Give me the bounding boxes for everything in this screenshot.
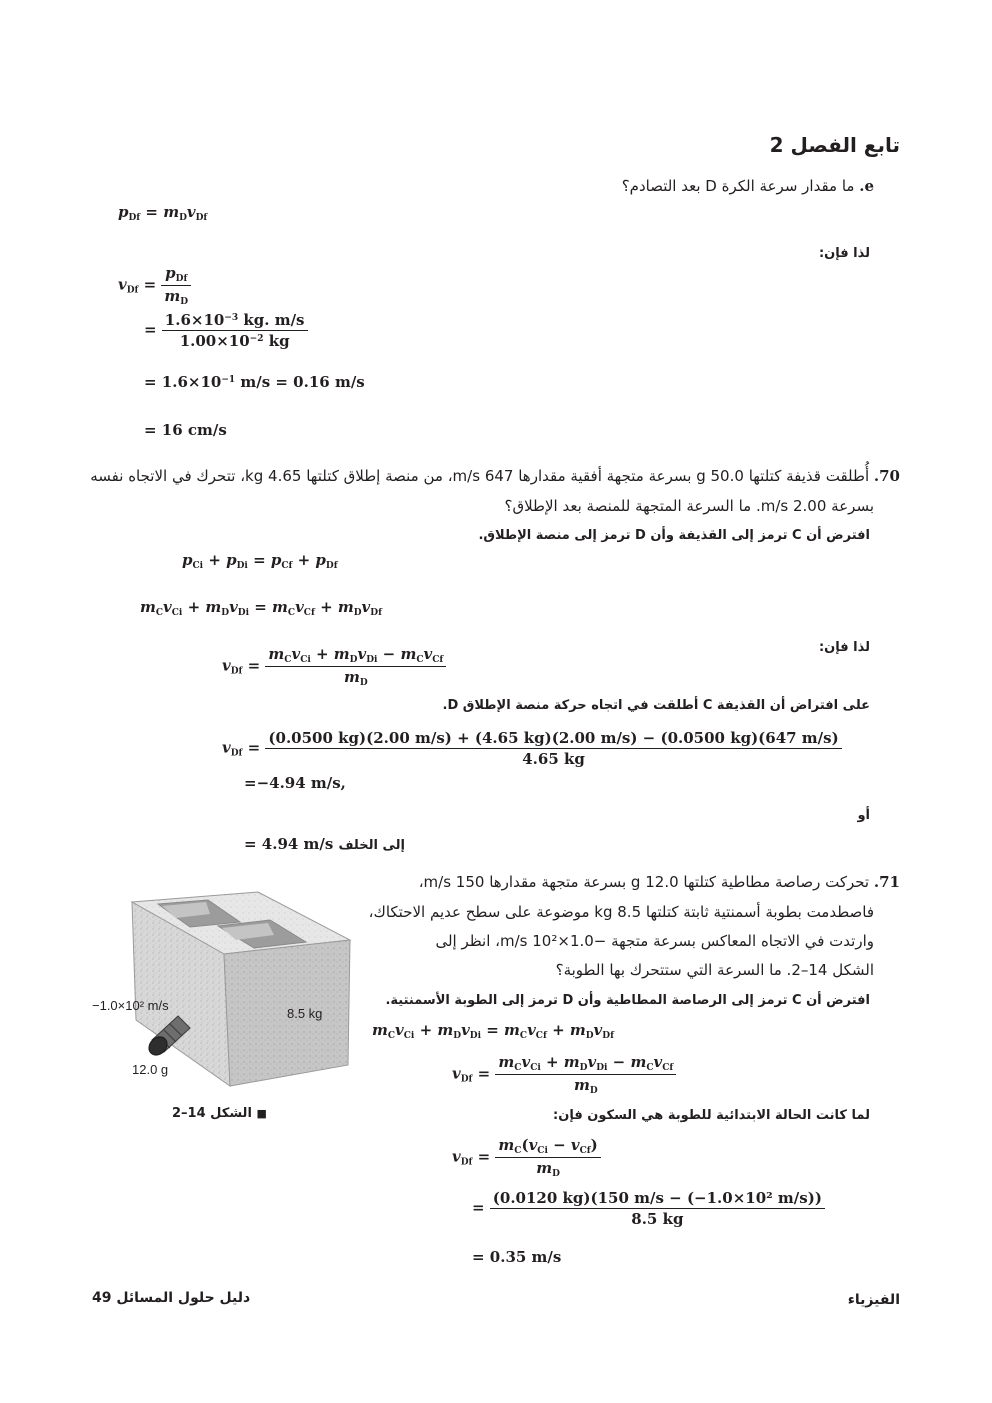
question-e <box>622 177 874 195</box>
equation-70-solved: $v_{Df}$ = $\frac{m_Cv_{Ci} + m_Dv_{Di} - m_Cv_{Cf}}{m_D}$ <box>222 645 446 688</box>
problem-70-number: 70. <box>873 467 900 485</box>
problem-71-line4: الشكل 14–2. ما السرعة التي ستتحرك بها الطوبة؟ <box>555 961 874 979</box>
problem-71-text-1: تحركت رصاصة مطاطية كتلتها 12.0 g بسرعة متجهة مقدارها 150 m/s، <box>418 873 870 891</box>
caption-marker-icon: ■ <box>256 1107 267 1120</box>
problem-71-rest-note: لما كانت الحالة الابتدائية للطوبة هي السكون فإن: <box>553 1108 870 1123</box>
footer-guide <box>92 1290 250 1306</box>
equation-71-mv: $m_Cv_{Ci} + m_Dv_{Di} = m_Cv_{Cf} + m_Dv_{Df}$ <box>372 1021 614 1041</box>
problem-70-text-1: أُطلقت قذيفة كتلتها 50.0 g بسرعة متجهة أفقية مقدارها 647 m/s، من منصة إطلاق كتلتها 4.65 kg، تتحرك في الاتجاه نفسه <box>90 467 870 485</box>
question-e-text: ما مقدار سرعة الكرة D بعد التصادم؟ <box>621 177 855 195</box>
equation-velocity-cm: = 16 cm/s <box>144 421 227 439</box>
brick-mass-label: 8.5 kg <box>287 1006 323 1021</box>
or-label: أو <box>857 808 870 823</box>
equation-70-result-backward <box>244 834 405 853</box>
equation-70-result-negative: =−4.94 m/s, <box>244 774 346 792</box>
equation-70-momentum: $p_{Ci} + p_{Di} = p_{Cf} + p_{Df}$ <box>182 551 338 571</box>
hence-label-e: لذا فإن: <box>818 246 870 261</box>
footer-subject: الفيزياء <box>847 1292 900 1308</box>
equation-velocity-substituted: = $\frac{1.6\times 10^{-3} kg. m/s}{1.00\times 10^{-2} kg}$ <box>144 311 308 350</box>
page-number: 49 <box>92 1290 112 1306</box>
problem-70-assumption: افترض أن C ترمز إلى القذيفة وأن D ترمز إلى منصة الإطلاق. <box>478 528 870 543</box>
problem-70-line1 <box>90 467 900 485</box>
footer-guide-text: دليل حلول المسائل <box>116 1290 251 1306</box>
problem-71-line1 <box>419 873 900 891</box>
equation-70-substituted: $v_{Df}$ = (0.0500 kg)(2.00 m/s) + (4.65 kg)(2.00 m/s) − (0.0500 kg)(647 m/s) 4.65 kg <box>222 729 842 768</box>
chapter-title: تابع الفصل 2 <box>769 133 900 157</box>
problem-70-direction-note: على افتراض أن القذيفة C أطلقت في اتجاه حركة منصة الإطلاق D. <box>442 698 870 713</box>
velocity-label: −1.0×10² m/s <box>92 998 169 1013</box>
result-70-value: = 4.94 m/s <box>244 835 334 853</box>
equation-71-simplified: $v_{Df}$ = $\frac{m_C(v_{Ci} - v_{Cf})}{m_D}$ <box>452 1136 601 1179</box>
hence-label-70: لذا فإن: <box>818 640 870 655</box>
figure-caption <box>172 1106 267 1121</box>
problem-71-assumption: افترض أن C ترمز إلى الرصاصة المطاطية وأن D ترمز إلى الطوبة الأسمنتية. <box>385 993 870 1008</box>
result-70-direction: إلى الخلف <box>338 838 405 853</box>
caption-text: الشكل 14–2 <box>172 1106 252 1121</box>
question-e-marker: e. <box>859 177 874 195</box>
problem-71-line3: وارتدت في الاتجاه المعاكس بسرعة متجهة −1.0×10² m/s، انظر إلى <box>435 932 874 950</box>
problem-70-line2: بسرعة 2.00 m/s. ما السرعة المتجهة للمنصة بعد الإطلاق؟ <box>504 497 874 515</box>
equation-momentum-d: $p_{Df} = m_Dv_{Df}$ <box>118 203 208 223</box>
equation-velocity-result: = $1.6\times 10^{-1}$ m/s = 0.16 m/s <box>144 373 365 391</box>
equation-71-substituted: = $\frac{\text{(0.0120 kg)(150 m/s − (−1.0×10² m/s))}}{8.5 kg}$ <box>472 1189 825 1228</box>
equation-velocity-d: $v_{Df}$ = $\frac{p_{Df}}{m_D}$ <box>118 264 191 307</box>
equation-70-mv: $m_Cv_{Ci} + m_Dv_{Di} = m_Cv_{Cf} + m_Dv_{Df}$ <box>140 598 382 618</box>
problem-71-number: 71. <box>873 873 900 891</box>
equation-71-solved: $v_{Df}$ = $\frac{m_Cv_{Ci} + m_Dv_{Di} - m_Cv_{Cf}}{m_D}$ <box>452 1053 676 1096</box>
problem-71-line2: فاصطدمت بطوبة أسمنتية ثابتة كتلتها 8.5 kg موضوعة على سطح عديم الاحتكاك، <box>368 903 874 921</box>
bullet-mass-label: 12.0 g <box>132 1062 169 1077</box>
figure-14-2 <box>80 880 370 1120</box>
equation-71-result: = 0.35 m/s <box>472 1248 562 1266</box>
